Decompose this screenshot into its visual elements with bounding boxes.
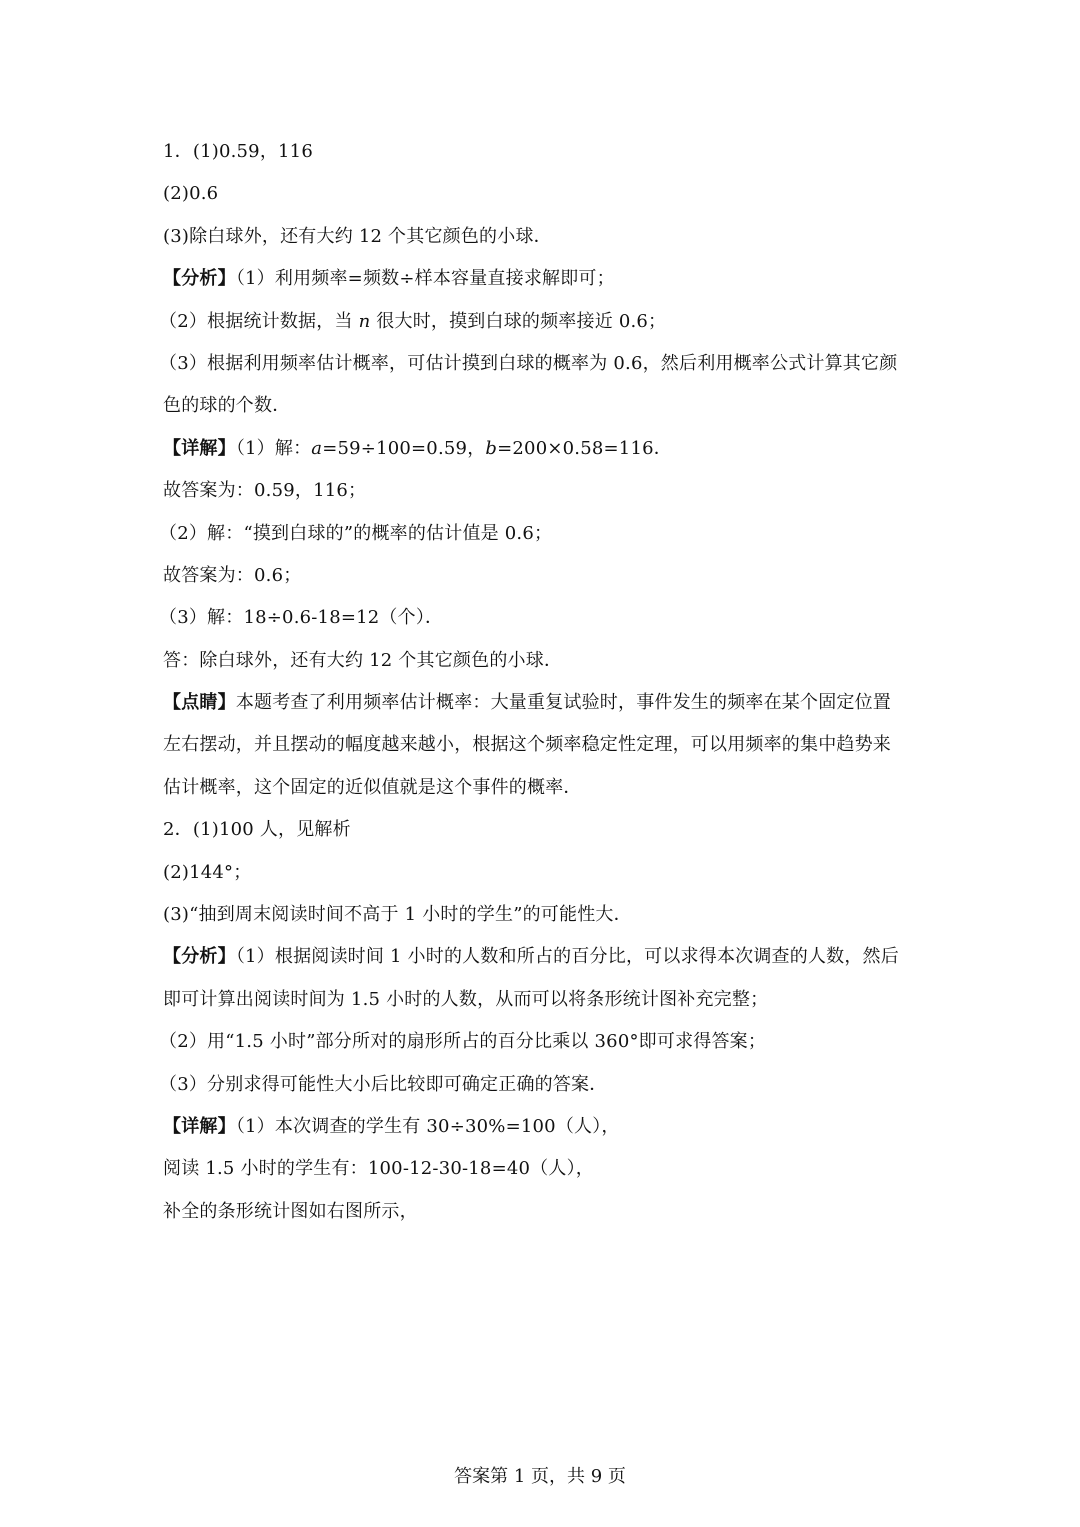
detail-line: 【详解】（1）解：a=59÷100=0.59，b=200×0.58=116． — [163, 437, 672, 459]
detail-line: 故答案为：0.6； — [163, 564, 302, 586]
comment-line: 估计概率，这个固定的近似值就是这个事件的概率． — [163, 776, 582, 798]
analysis-line: （3）根据利用频率估计概率，可估计摸到白球的概率为 0.6，然后利用概率公式计算其它颜 — [159, 352, 898, 374]
detail-line: 【详解】（1）本次调查的学生有 30÷30%=100（人）， — [163, 1115, 620, 1137]
detail-line: 补全的条形统计图如右图所示， — [163, 1200, 418, 1222]
section-heading: 【详解】 — [163, 1115, 236, 1137]
detail-line: （3）解：18÷0.6-18=12（个）． — [159, 607, 444, 629]
answer-line: (2)0.6 — [163, 183, 219, 205]
analysis-line: （2）根据统计数据，当 n 很大时，摸到白球的频率接近 0.6； — [159, 310, 667, 332]
detail-line: 故答案为：0.59，116； — [163, 480, 367, 502]
answer-line: 1．(1)0.59，116 — [163, 141, 313, 162]
detail-line: 阅读 1.5 小时的学生有：100-12-30-18=40（人）， — [163, 1158, 594, 1180]
section-heading: 【分析】 — [163, 946, 236, 968]
detail-line: （2）解：“摸到白球的”的概率的估计值是 0.6； — [159, 522, 553, 544]
comment-line: 【点睛】本题考查了利用频率估计概率：大量重复试验时，事件发生的频率在某个固定位置 — [163, 692, 892, 714]
analysis-line: （3）分别求得可能性大小后比较即可确定正确的答案． — [159, 1073, 608, 1095]
answer-content — [159, 131, 923, 1233]
analysis-line: 色的球的个数． — [163, 395, 291, 417]
page-footer: 答案第 1 页，共 9 页 — [454, 1466, 626, 1487]
comment-line: 左右摆动，并且摆动的幅度越来越小，根据这个频率稳定性定理，可以用频率的集中趋势来 — [163, 734, 891, 756]
section-heading: 【分析】 — [163, 268, 236, 290]
analysis-line: 即可计算出阅读时间为 1.5 小时的人数，从而可以将条形统计图补充完整； — [163, 988, 769, 1010]
section-heading: 【点睛】 — [163, 692, 236, 714]
detail-line: 答：除白球外，还有大约 12 个其它颜色的小球． — [163, 649, 563, 671]
answer-line: (3)除白球外，还有大约 12 个其它颜色的小球． — [163, 225, 552, 247]
answer-line: (2)144°； — [163, 861, 252, 883]
answer-line: 2．(1)100 人，见解析 — [163, 819, 351, 841]
analysis-line: 【分析】（1）利用频率=频数÷样本容量直接求解即可； — [163, 268, 615, 290]
analysis-line: （2）用“1.5 小时”部分所对的扇形所占的百分比乘以 360°即可求得答案； — [159, 1031, 767, 1053]
analysis-line: 【分析】（1）根据阅读时间 1 小时的人数和所占的百分比，可以求得本次调查的人数，然后 — [163, 946, 899, 968]
answer-line: (3)“抽到周末阅读时间不高于 1 小时的学生”的可能性大． — [163, 904, 632, 926]
section-heading: 【详解】 — [163, 437, 236, 459]
